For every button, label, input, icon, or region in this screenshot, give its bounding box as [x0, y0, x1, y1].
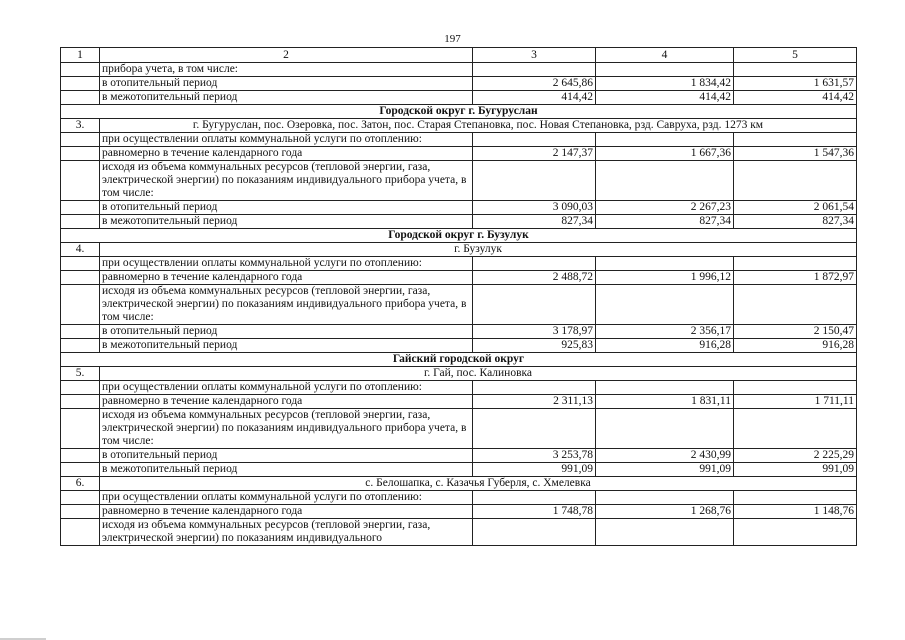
value-col-3: 3 253,78 — [473, 449, 596, 463]
row-label: равномерно в течение календарного года — [100, 395, 473, 409]
section-heading-row — [61, 229, 857, 243]
value-col-5: 2 061,54 — [734, 201, 857, 215]
table-row — [61, 491, 857, 505]
value-col-5: 1 872,97 — [734, 271, 857, 285]
row-label: равномерно в течение календарного года — [100, 271, 473, 285]
table-row — [61, 257, 857, 271]
table-row — [61, 339, 857, 353]
row-label: при осуществлении оплаты коммунальной услуги по отоплению: — [100, 381, 473, 395]
row-label: в отопительный период — [100, 77, 473, 91]
value-col-4: 1 831,11 — [596, 395, 734, 409]
table-row — [61, 505, 857, 519]
index-cell — [61, 63, 100, 77]
value-col-4 — [596, 63, 734, 77]
row-label: равномерно в течение календарного года — [100, 147, 473, 161]
table-row — [61, 519, 857, 546]
locality-row — [61, 367, 857, 381]
value-col-5: 1 631,57 — [734, 77, 857, 91]
value-col-3 — [473, 63, 596, 77]
value-col-4: 1 834,42 — [596, 77, 734, 91]
table-row — [61, 325, 857, 339]
locality-name: г. Гай, пос. Калиновка — [100, 367, 857, 381]
index-cell — [61, 463, 100, 477]
section-title: Гайский городской округ — [61, 353, 857, 367]
value-col-3 — [473, 491, 596, 505]
value-col-5: 916,28 — [734, 339, 857, 353]
value-col-5: 1 711,11 — [734, 395, 857, 409]
index-cell — [61, 381, 100, 395]
value-col-5 — [734, 381, 857, 395]
row-label: в межотопительный период — [100, 339, 473, 353]
value-col-3: 925,83 — [473, 339, 596, 353]
value-col-3: 3 178,97 — [473, 325, 596, 339]
row-label: исходя из объема коммунальных ресурсов (тепловой энергии, газа, электрической энергии) по показаниям индивидуального прибора учета, в том числе: — [100, 409, 473, 449]
row-label: исходя из объема коммунальных ресурсов (тепловой энергии, газа, электрической энергии) по показаниям индивидуального — [100, 519, 473, 546]
value-col-4 — [596, 285, 734, 325]
index-cell — [61, 519, 100, 546]
row-label: в отопительный период — [100, 325, 473, 339]
value-col-3: 2 147,37 — [473, 147, 596, 161]
row-label: при осуществлении оплаты коммунальной услуги по отоплению: — [100, 133, 473, 147]
table-row — [61, 77, 857, 91]
value-col-4 — [596, 409, 734, 449]
index-cell — [61, 285, 100, 325]
value-col-3 — [473, 381, 596, 395]
value-col-5 — [734, 491, 857, 505]
value-col-3 — [473, 519, 596, 546]
table-row — [61, 271, 857, 285]
row-label: в отопительный период — [100, 449, 473, 463]
index-cell — [61, 215, 100, 229]
header-col-1: 1 — [61, 48, 100, 63]
table-header-row — [61, 48, 857, 63]
section-title: Городской округ г. Бугуруслан — [61, 105, 857, 119]
table-row — [61, 409, 857, 449]
tariff-table — [60, 47, 857, 546]
value-col-5: 1 547,36 — [734, 147, 857, 161]
locality-name: с. Белошапка, с. Казачья Губерля, с. Хмелевка — [100, 477, 857, 491]
row-index: 4. — [61, 243, 100, 257]
row-label: в отопительный период — [100, 201, 473, 215]
row-label: при осуществлении оплаты коммунальной услуги по отоплению: — [100, 257, 473, 271]
value-col-3: 1 748,78 — [473, 505, 596, 519]
row-label: при осуществлении оплаты коммунальной услуги по отоплению: — [100, 491, 473, 505]
row-label: исходя из объема коммунальных ресурсов (тепловой энергии, газа, электрической энергии) по показаниям индивидуального прибора учета, в том числе: — [100, 285, 473, 325]
value-col-4: 1 996,12 — [596, 271, 734, 285]
value-col-5 — [734, 133, 857, 147]
locality-row — [61, 243, 857, 257]
index-cell — [61, 257, 100, 271]
value-col-5: 2 150,47 — [734, 325, 857, 339]
row-label: равномерно в течение календарного года — [100, 505, 473, 519]
locality-name: г. Бугуруслан, пос. Озеровка, пос. Затон, пос. Старая Степановка, пос. Новая Степановка, рзд. Савруха, рзд. 1273 км — [100, 119, 857, 133]
value-col-4: 2 267,23 — [596, 201, 734, 215]
section-heading-row — [61, 105, 857, 119]
value-col-4: 1 667,36 — [596, 147, 734, 161]
value-col-4 — [596, 381, 734, 395]
table-row — [61, 147, 857, 161]
value-col-4: 414,42 — [596, 91, 734, 105]
index-cell — [61, 339, 100, 353]
value-col-3 — [473, 133, 596, 147]
row-label: исходя из объема коммунальных ресурсов (тепловой энергии, газа, электрической энергии) по показаниям индивидуального прибора учета, в том числе: — [100, 161, 473, 201]
row-label: в межотопительный период — [100, 91, 473, 105]
index-cell — [61, 491, 100, 505]
table-row — [61, 395, 857, 409]
value-col-4: 991,09 — [596, 463, 734, 477]
table-row — [61, 91, 857, 105]
value-col-5 — [734, 285, 857, 325]
value-col-4 — [596, 519, 734, 546]
value-col-3 — [473, 161, 596, 201]
value-col-5: 1 148,76 — [734, 505, 857, 519]
table-row — [61, 133, 857, 147]
value-col-4: 2 356,17 — [596, 325, 734, 339]
locality-row — [61, 477, 857, 491]
value-col-4: 916,28 — [596, 339, 734, 353]
section-title: Городской округ г. Бузулук — [61, 229, 857, 243]
index-cell — [61, 325, 100, 339]
value-col-5: 827,34 — [734, 215, 857, 229]
table-row — [61, 201, 857, 215]
value-col-3 — [473, 409, 596, 449]
value-col-3: 2 488,72 — [473, 271, 596, 285]
table-body — [61, 48, 857, 546]
header-col-3: 3 — [473, 48, 596, 63]
index-cell — [61, 505, 100, 519]
value-col-3 — [473, 257, 596, 271]
index-cell — [61, 161, 100, 201]
header-col-2: 2 — [100, 48, 473, 63]
value-col-3: 827,34 — [473, 215, 596, 229]
value-col-3: 991,09 — [473, 463, 596, 477]
index-cell — [61, 395, 100, 409]
index-cell — [61, 133, 100, 147]
table-row — [61, 63, 857, 77]
value-col-4: 1 268,76 — [596, 505, 734, 519]
row-index: 3. — [61, 119, 100, 133]
row-index: 6. — [61, 477, 100, 491]
locality-name: г. Бузулук — [100, 243, 857, 257]
value-col-5: 991,09 — [734, 463, 857, 477]
value-col-3: 2 311,13 — [473, 395, 596, 409]
value-col-4 — [596, 491, 734, 505]
value-col-4 — [596, 133, 734, 147]
table-row — [61, 463, 857, 477]
value-col-3: 3 090,03 — [473, 201, 596, 215]
table-row — [61, 449, 857, 463]
value-col-3: 2 645,86 — [473, 77, 596, 91]
page-number: 197 — [444, 33, 461, 45]
index-cell — [61, 409, 100, 449]
value-col-3: 414,42 — [473, 91, 596, 105]
value-col-4: 827,34 — [596, 215, 734, 229]
row-label: прибора учета, в том числе: — [100, 63, 473, 77]
table-row — [61, 161, 857, 201]
value-col-4 — [596, 257, 734, 271]
row-index: 5. — [61, 367, 100, 381]
table-row — [61, 285, 857, 325]
value-col-5 — [734, 257, 857, 271]
locality-row — [61, 119, 857, 133]
index-cell — [61, 449, 100, 463]
value-col-4 — [596, 161, 734, 201]
index-cell — [61, 201, 100, 215]
value-col-4: 2 430,99 — [596, 449, 734, 463]
value-col-5: 2 225,29 — [734, 449, 857, 463]
value-col-3 — [473, 285, 596, 325]
value-col-5 — [734, 519, 857, 546]
value-col-5 — [734, 63, 857, 77]
header-col-5: 5 — [734, 48, 857, 63]
value-col-5 — [734, 161, 857, 201]
table-row — [61, 381, 857, 395]
index-cell — [61, 271, 100, 285]
value-col-5 — [734, 409, 857, 449]
header-col-4: 4 — [596, 48, 734, 63]
index-cell — [61, 147, 100, 161]
value-col-5: 414,42 — [734, 91, 857, 105]
row-label: в межотопительный период — [100, 463, 473, 477]
row-label: в межотопительный период — [100, 215, 473, 229]
section-heading-row — [61, 353, 857, 367]
index-cell — [61, 91, 100, 105]
index-cell — [61, 77, 100, 91]
table-row — [61, 215, 857, 229]
